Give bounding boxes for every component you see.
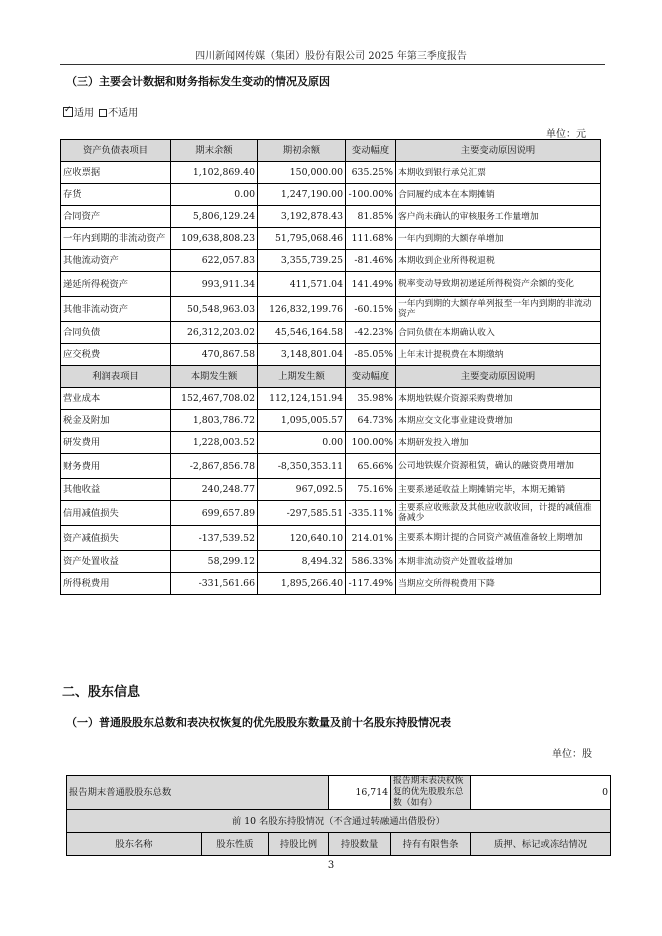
cell-previous: 112,124,151.94 <box>258 388 346 410</box>
cell-current: 1,102,869.40 <box>171 162 258 184</box>
cell-previous: -297,585.51 <box>258 501 346 526</box>
cell-previous: 1,895,266.40 <box>258 573 346 595</box>
table-row <box>61 250 601 272</box>
column-header-item: 资产负债表项目 <box>61 140 171 162</box>
column-header-current: 期末余额 <box>171 140 258 162</box>
table-row <box>61 388 601 410</box>
shareholder-column-header: 持股比例 <box>269 833 329 856</box>
cell-change: 141.49% <box>346 272 396 297</box>
cell-previous: -8,350,353.11 <box>258 454 346 479</box>
table-row <box>61 573 601 595</box>
cell-previous: 3,192,878.43 <box>258 206 346 228</box>
cell-item: 财务费用 <box>61 454 171 479</box>
column-header-previous: 上期发生额 <box>258 366 346 388</box>
cell-previous: 3,148,801.04 <box>258 344 346 366</box>
table-row <box>61 297 601 322</box>
cell-item: 存货 <box>61 184 171 206</box>
column-header-change: 变动幅度 <box>346 140 396 162</box>
cell-item: 资产处置收益 <box>61 551 171 573</box>
cell-change: 64.73% <box>346 410 396 432</box>
table-row <box>61 479 601 501</box>
cell-change: -100.00% <box>346 184 396 206</box>
cell-change: 65.66% <box>346 454 396 479</box>
column-header-item: 利润表项目 <box>61 366 171 388</box>
cell-change: -85.05% <box>346 344 396 366</box>
applicable-label: 适用 <box>74 108 94 119</box>
report-header-title: 四川新闻网传媒（集团）股份有限公司 2025 年第三季度报告 <box>195 51 467 62</box>
cell-reason: 税率变动导致期初递延所得税资产余额的变化 <box>396 272 601 297</box>
total-holders-label: 报告期末普通股股东总数 <box>67 776 329 810</box>
cell-item: 研发费用 <box>61 432 171 454</box>
cell-current: 58,299.12 <box>171 551 258 573</box>
column-header-reason: 主要变动原因说明 <box>396 140 601 162</box>
cell-previous: 51,795,068.46 <box>258 228 346 250</box>
cell-change: 214.01% <box>346 526 396 551</box>
cell-current: 1,228,003.52 <box>171 432 258 454</box>
cell-previous: 1,095,005.57 <box>258 410 346 432</box>
cell-previous: 411,571.04 <box>258 272 346 297</box>
cell-current: 470,867.58 <box>171 344 258 366</box>
shareholder-column-header: 质押、标记或冻结情况 <box>471 833 611 856</box>
cell-reason: 合同负债在本期确认收入 <box>396 322 601 344</box>
cell-reason: 一年内到期的大额存单列报至一年内到期的非流动资产 <box>396 297 601 322</box>
checked-box-icon <box>63 107 73 117</box>
cell-reason: 客户尚未确认的审核服务工作量增加 <box>396 206 601 228</box>
cell-current: 993,911.34 <box>171 272 258 297</box>
table-row <box>61 272 601 297</box>
cell-change: 75.16% <box>346 479 396 501</box>
cell-change: 635.25% <box>346 162 396 184</box>
cell-change: -335.11% <box>346 501 396 526</box>
pref-holders-value: 0 <box>471 776 611 810</box>
subsection-title-shareholders: （一）普通股股东总数和表决权恢复的优先股股东数量及前十名股东持股情况表 <box>66 716 451 729</box>
cell-reason: 主要系应收账款及其他应收款收回，计提的减值准备减少 <box>396 501 601 526</box>
top10-title: 前 10 名股东持股情况（不含通过转融通出借股份） <box>67 810 611 833</box>
cell-reason: 合同履约成本在本期摊销 <box>396 184 601 206</box>
shareholder-column-header: 股东性质 <box>202 833 269 856</box>
cell-item: 资产减值损失 <box>61 526 171 551</box>
cell-current: 1,803,786.72 <box>171 410 258 432</box>
table-row <box>61 526 601 551</box>
cell-previous: 1,247,190.00 <box>258 184 346 206</box>
applicability-indicator <box>63 104 138 119</box>
cell-item: 营业成本 <box>61 388 171 410</box>
section-title-changes: （三）主要会计数据和财务指标发生变动的情况及原因 <box>66 75 330 88</box>
cell-previous: 45,546,164.58 <box>258 322 346 344</box>
cell-reason: 主要系递延收益上期摊销完毕，本期无摊销 <box>396 479 601 501</box>
unit-label-shares: 单位：股 <box>552 749 592 760</box>
shareholder-column-header: 持股数量 <box>329 833 391 856</box>
table-row <box>61 206 601 228</box>
cell-item: 合同资产 <box>61 206 171 228</box>
cell-previous: 967,092.5 <box>258 479 346 501</box>
cell-reason: 公司地铁媒介资源租赁，确认的融资费用增加 <box>396 454 601 479</box>
cell-change: 111.68% <box>346 228 396 250</box>
cell-change: 100.00% <box>346 432 396 454</box>
cell-item: 信用减值损失 <box>61 501 171 526</box>
table-row <box>61 344 601 366</box>
cell-current: 109,638,808.23 <box>171 228 258 250</box>
cell-current: -331,561.66 <box>171 573 258 595</box>
shareholder-table <box>66 775 611 856</box>
column-header-change: 变动幅度 <box>346 366 396 388</box>
cell-current: -137,539.52 <box>171 526 258 551</box>
table-row <box>61 162 601 184</box>
table-row <box>61 551 601 573</box>
cell-previous: 120,640.10 <box>258 526 346 551</box>
shareholder-columns-row <box>67 833 611 856</box>
cell-reason: 本期研发投入增加 <box>396 432 601 454</box>
page-number: 3 <box>327 860 335 871</box>
section-title-shareholders: 二、股东信息 <box>62 685 141 700</box>
cell-item: 合同负债 <box>61 322 171 344</box>
cell-reason: 本期地铁媒介资源采购费增加 <box>396 388 601 410</box>
cell-reason: 本期收到银行承兑汇票 <box>396 162 601 184</box>
cell-previous: 3,355,739.25 <box>258 250 346 272</box>
cell-change: -42.23% <box>346 322 396 344</box>
table-row <box>61 454 601 479</box>
table-row <box>61 410 601 432</box>
cell-item: 一年内到期的非流动资产 <box>61 228 171 250</box>
financial-changes-table <box>60 139 601 595</box>
table-row <box>61 501 601 526</box>
cell-current: 5,806,129.24 <box>171 206 258 228</box>
table-row <box>61 184 601 206</box>
cell-current: 26,312,203.02 <box>171 322 258 344</box>
cell-current: 152,467,708.02 <box>171 388 258 410</box>
cell-previous: 8,494.32 <box>258 551 346 573</box>
balance-table-header-row <box>61 140 601 162</box>
not-applicable-label: 不适用 <box>108 108 139 119</box>
table-row <box>61 432 601 454</box>
cell-current: 699,657.89 <box>171 501 258 526</box>
cell-current: 240,248.77 <box>171 479 258 501</box>
cell-change: 586.33% <box>346 551 396 573</box>
cell-change: 35.98% <box>346 388 396 410</box>
cell-item: 递延所得税资产 <box>61 272 171 297</box>
cell-reason: 上年末计提税费在本期缴纳 <box>396 344 601 366</box>
total-holders-value: 16,714 <box>329 776 391 810</box>
cell-previous: 0.00 <box>258 432 346 454</box>
unchecked-box-icon <box>99 109 107 117</box>
income-table-header-row <box>61 366 601 388</box>
unit-label-yuan: 单位：元 <box>546 129 586 140</box>
cell-current: -2,867,856.78 <box>171 454 258 479</box>
pref-holders-label: 报告期末表决权恢复的优先股股东总数（如有） <box>391 776 471 810</box>
cell-current: 622,057.83 <box>171 250 258 272</box>
cell-item: 所得税费用 <box>61 573 171 595</box>
cell-item: 应收票据 <box>61 162 171 184</box>
column-header-previous: 期初余额 <box>258 140 346 162</box>
cell-reason: 本期收到企业所得税退税 <box>396 250 601 272</box>
shareholder-column-header: 股东名称 <box>67 833 202 856</box>
column-header-reason: 主要变动原因说明 <box>396 366 601 388</box>
cell-previous: 126,832,199.76 <box>258 297 346 322</box>
cell-reason: 本期应交文化事业建设费增加 <box>396 410 601 432</box>
cell-reason: 本期非流动资产处置收益增加 <box>396 551 601 573</box>
cell-previous: 150,000.00 <box>258 162 346 184</box>
cell-item: 应交税费 <box>61 344 171 366</box>
cell-current: 50,548,963.03 <box>171 297 258 322</box>
cell-item: 税金及附加 <box>61 410 171 432</box>
cell-change: -81.46% <box>346 250 396 272</box>
cell-current: 0.00 <box>171 184 258 206</box>
cell-item: 其他流动资产 <box>61 250 171 272</box>
table-row <box>61 228 601 250</box>
header-divider <box>60 64 605 65</box>
cell-item: 其他收益 <box>61 479 171 501</box>
column-header-current: 本期发生额 <box>171 366 258 388</box>
cell-change: 81.85% <box>346 206 396 228</box>
shareholder-column-header: 持有有限售条 <box>391 833 471 856</box>
cell-change: -60.15% <box>346 297 396 322</box>
cell-reason: 主要系本期计提的合同资产减值准备较上期增加 <box>396 526 601 551</box>
table-row <box>61 322 601 344</box>
cell-item: 其他非流动资产 <box>61 297 171 322</box>
cell-change: -117.49% <box>346 573 396 595</box>
cell-reason: 当期应交所得税费用下降 <box>396 573 601 595</box>
cell-reason: 一年内到期的大额存单增加 <box>396 228 601 250</box>
